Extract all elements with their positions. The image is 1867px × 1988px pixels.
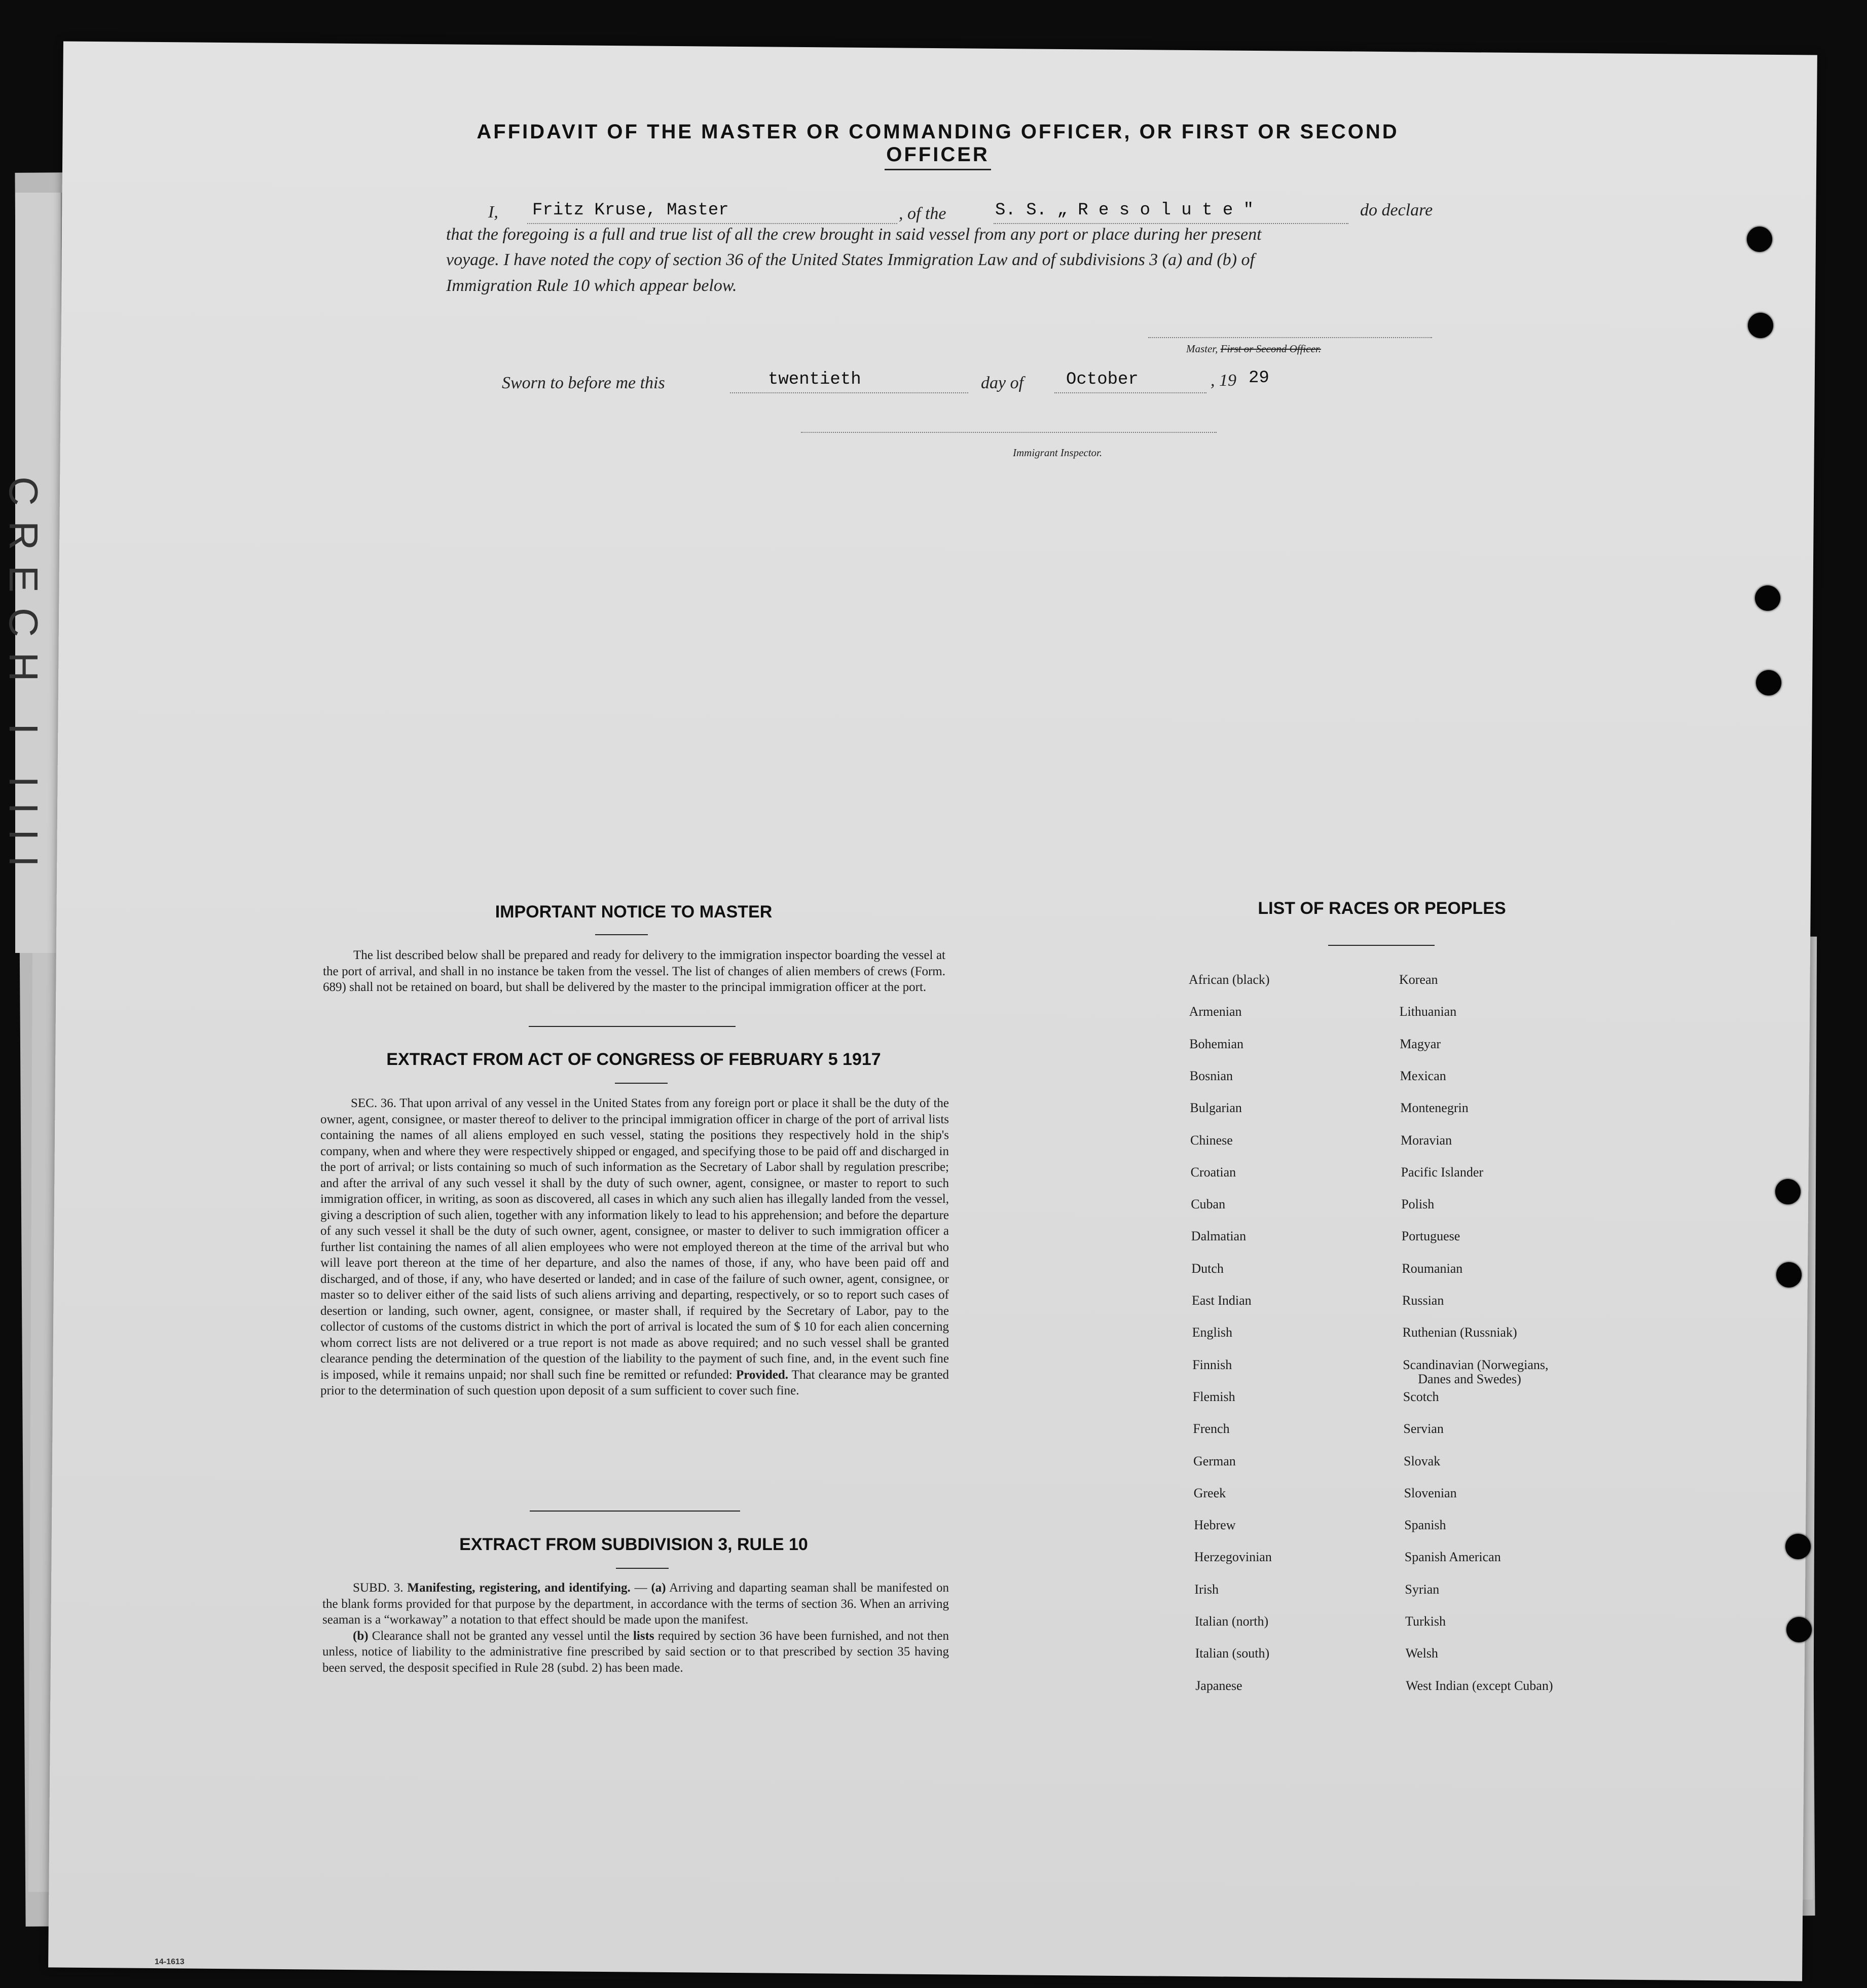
race-item: Polish bbox=[1401, 1197, 1435, 1212]
sworn-day: twentieth bbox=[768, 370, 861, 389]
vessel-line bbox=[994, 223, 1348, 224]
subd-b-text-1: Clearance shall not be granted any vessel until the bbox=[372, 1629, 630, 1643]
race-item: Ruthenian (Russniak) bbox=[1402, 1325, 1517, 1340]
race-item: Pacific Islander bbox=[1401, 1164, 1484, 1180]
race-item: Croatian bbox=[1190, 1164, 1236, 1180]
act-paragraph bbox=[320, 1095, 949, 1399]
rule-rule bbox=[616, 1568, 669, 1569]
race-item: Spanish American bbox=[1404, 1550, 1501, 1565]
subd-a-label: (a) bbox=[651, 1581, 666, 1595]
year-prefix: , 19 bbox=[1211, 371, 1236, 390]
race-item: Slovak bbox=[1404, 1453, 1441, 1468]
inspector-label: Immigrant Inspector. bbox=[1013, 447, 1103, 459]
race-item: Bulgarian bbox=[1190, 1100, 1242, 1116]
vessel-name: S. S. „ R e s o l u t e " bbox=[995, 201, 1254, 220]
race-item: Mexican bbox=[1400, 1068, 1446, 1083]
race-item: Korean bbox=[1399, 972, 1438, 987]
race-item: French bbox=[1193, 1421, 1230, 1437]
title-rule bbox=[885, 169, 991, 170]
sworn-month-line bbox=[1054, 392, 1206, 393]
notice-title: IMPORTANT NOTICE TO MASTER bbox=[495, 902, 773, 922]
race-item: Roumanian bbox=[1402, 1261, 1463, 1276]
act-rule bbox=[615, 1083, 668, 1084]
affidavit-line-1: that the foregoing is a full and true list of all the crew brought in said vessel from any port or place during her present bbox=[446, 225, 1262, 244]
master-label: Master, bbox=[1186, 343, 1218, 355]
subd-b-paragraph bbox=[322, 1628, 949, 1676]
races-rule bbox=[1328, 945, 1435, 946]
sworn-text: Sworn to before me this bbox=[502, 374, 665, 392]
sworn-month: October bbox=[1066, 370, 1139, 389]
race-item: Dalmatian bbox=[1191, 1229, 1247, 1244]
act-title: EXTRACT FROM ACT OF CONGRESS OF FEBRUARY 5 1917 bbox=[386, 1050, 881, 1069]
race-item: Finnish bbox=[1192, 1357, 1232, 1372]
race-item: Syrian bbox=[1405, 1581, 1440, 1597]
do-declare-text: do declare bbox=[1360, 201, 1433, 219]
subd-dash: — bbox=[630, 1581, 651, 1595]
race-item: Magyar bbox=[1400, 1036, 1441, 1051]
subd-b-label: (b) bbox=[353, 1629, 369, 1643]
of-the-text: , of the bbox=[899, 204, 946, 223]
race-item: Japanese bbox=[1195, 1678, 1242, 1693]
affidavit-line-2: voyage. I have noted the copy of section 36 of the United States Immigration Law and of subdivisions 3 (a) and (b) of bbox=[446, 250, 1255, 269]
race-item: English bbox=[1192, 1325, 1233, 1340]
race-item: Italian (north) bbox=[1195, 1614, 1269, 1629]
race-item: Cuban bbox=[1191, 1197, 1226, 1212]
race-item: Slovenian bbox=[1404, 1485, 1457, 1500]
race-item: Spanish bbox=[1404, 1518, 1446, 1533]
day-of-text: day of bbox=[981, 374, 1024, 392]
act-main-text: SEC. 36. That upon arrival of any vessel in the United States from any foreign port or place it shall be the duty of the owner, agent, consignee, or master thereof to deliver to the principal immigration officer in charge of the port of arrival lists containing the names of all aliens employed en such vessel, stating the positions they respectively hold in the ship's company, when and where they were respectively shipped or engaged, and specifying those to be paid off and discharged in the port of arrival; or lists containing so much of such information as the Secretary of Labor shall by regulation prescribe; and after the arrival of any such vessel it shall by the duty of such owner, agent, consignee, or master to report to such immigration officer, in writing, as soon as discovered, all cases in which any such alien has illegally landed from the vessel, giving a description of such alien, together with any information likely to lead to his apprehension; and before the departure of any such vessel it shall be the duty of such owner, agent, consignee, or master to deliver to such immigration officer a further list containing the names of all alien employees who were not employed thereon at the time of the arrival but who will leave port thereon at the time of her departure, and also the names of those, if any, who have been paid off and discharged, and of those, if any, who have deserted or landed; and in case of the failure of such owner, agent, consignee, or master so to deliver either of the said lists of such aliens arriving and departing, respectively, or so to report such cases of desertion or landing, such owner, agent, consignee, or master shall, if required by the Secretary of Labor, pay to the collector of customs of the customs district in which the port of arrival is located the sum of $ 10 for each alien concerning whom correct lists are not delivered or a true report is not made as above required; and no such vessel shall be granted clearance pending the determination of the question of the liability to the payment of such fine, and, in the event such fine is imposed, while it remains unpaid; nor shall such fine be remitted or refunded: bbox=[320, 1096, 949, 1382]
form-number: 14-1613 bbox=[155, 1958, 185, 1966]
act-divider bbox=[530, 1511, 740, 1512]
race-item: West Indian (except Cuban) bbox=[1406, 1678, 1553, 1693]
signature-line bbox=[1148, 337, 1432, 338]
act-text bbox=[320, 1095, 949, 1399]
race-item: Italian (south) bbox=[1195, 1646, 1270, 1661]
race-item: Scandinavian (Norwegians, bbox=[1403, 1357, 1549, 1372]
inspector-signature-line bbox=[801, 432, 1217, 433]
act-end-text: That clearance may be granted prior to the determination of such question upon deposit of a sum sufficient to cover such fine. bbox=[320, 1368, 949, 1397]
subd-heading: Manifesting, registering, and identifying. bbox=[407, 1581, 631, 1595]
race-item: Lithuanian bbox=[1399, 1004, 1457, 1019]
races-title: LIST OF RACES OR PEOPLES bbox=[1258, 899, 1506, 918]
signature-label bbox=[1186, 343, 1321, 355]
race-item: African (black) bbox=[1189, 972, 1270, 987]
provided-label: Provided. bbox=[736, 1368, 788, 1382]
race-item: Armenian bbox=[1189, 1004, 1242, 1019]
race-item: Bohemian bbox=[1189, 1036, 1244, 1051]
race-item: German bbox=[1193, 1453, 1236, 1468]
year-suffix: 29 bbox=[1249, 369, 1269, 388]
race-item: Moravian bbox=[1401, 1132, 1452, 1148]
affidavit-title: AFFIDAVIT OF THE MASTER OR COMMANDING OFFICER, OR FIRST OR SECOND OFFICER bbox=[477, 121, 1399, 166]
race-item: Dutch bbox=[1191, 1261, 1224, 1276]
master-name-line bbox=[527, 223, 897, 224]
race-item: Greek bbox=[1193, 1485, 1226, 1500]
sworn-day-line bbox=[730, 392, 968, 393]
notice-paragraph: The list described below shall be prepared and ready for delivery to the immigration inspector boarding the vessel at the port of arrival, and shall in no instance be taken from the vessel. The list of changes of alien members of crews (Form. 689) shall not be retained on board, but shall be delivered by the master to the principal immigration officer at the port. bbox=[323, 948, 945, 994]
struck-officer-label: First or Second Officer. bbox=[1220, 343, 1321, 355]
subd-a-text: Arriving and daparting seaman shall be manifested on the blank forms provided for that purpose by the department, in accordance with the terms of section 36. When an arriving seaman is a “workaway” a notation to that effect should be made upon the manifest. bbox=[322, 1581, 949, 1627]
subd-b-lists: lists bbox=[633, 1629, 654, 1643]
race-item: Scotch bbox=[1403, 1389, 1439, 1404]
race-item: Russian bbox=[1402, 1293, 1444, 1308]
race-item: Montenegrin bbox=[1400, 1100, 1469, 1116]
race-item: Herzegovinian bbox=[1194, 1550, 1272, 1565]
race-item: Danes and Swedes) bbox=[1418, 1371, 1521, 1386]
master-name: Fritz Kruse, Master bbox=[532, 201, 729, 220]
affidavit-line-3: Immigration Rule 10 which appear below. bbox=[446, 276, 737, 295]
affidavit-i: I, bbox=[488, 203, 498, 222]
race-item: Servian bbox=[1403, 1421, 1444, 1437]
race-item: Welsh bbox=[1405, 1646, 1438, 1661]
race-item: Portuguese bbox=[1401, 1229, 1460, 1244]
race-item: Chinese bbox=[1190, 1132, 1233, 1148]
subd-b-text-2: required by section 36 have been furnished, and not then unless, notice of liability to the administrative fine prescribed by said section or to that prescribed by section 35 having been served, the desposit specified in Rule 28 (subd. 2) has been made. bbox=[322, 1629, 949, 1675]
subd-a-paragraph bbox=[322, 1580, 949, 1628]
race-item: East Indian bbox=[1192, 1293, 1252, 1308]
rule-text bbox=[322, 1580, 949, 1676]
race-item: Bosnian bbox=[1189, 1068, 1233, 1083]
notice-rule bbox=[595, 934, 648, 935]
race-item: Turkish bbox=[1405, 1614, 1446, 1629]
rule-title: EXTRACT FROM SUBDIVISION 3, RULE 10 bbox=[459, 1535, 808, 1554]
notice-divider bbox=[529, 1026, 736, 1027]
subd-prefix: SUBD. 3. bbox=[353, 1581, 404, 1595]
race-item: Hebrew bbox=[1194, 1518, 1236, 1533]
race-item: Irish bbox=[1194, 1581, 1219, 1597]
race-item: Flemish bbox=[1192, 1389, 1235, 1404]
notice-text bbox=[323, 947, 945, 996]
